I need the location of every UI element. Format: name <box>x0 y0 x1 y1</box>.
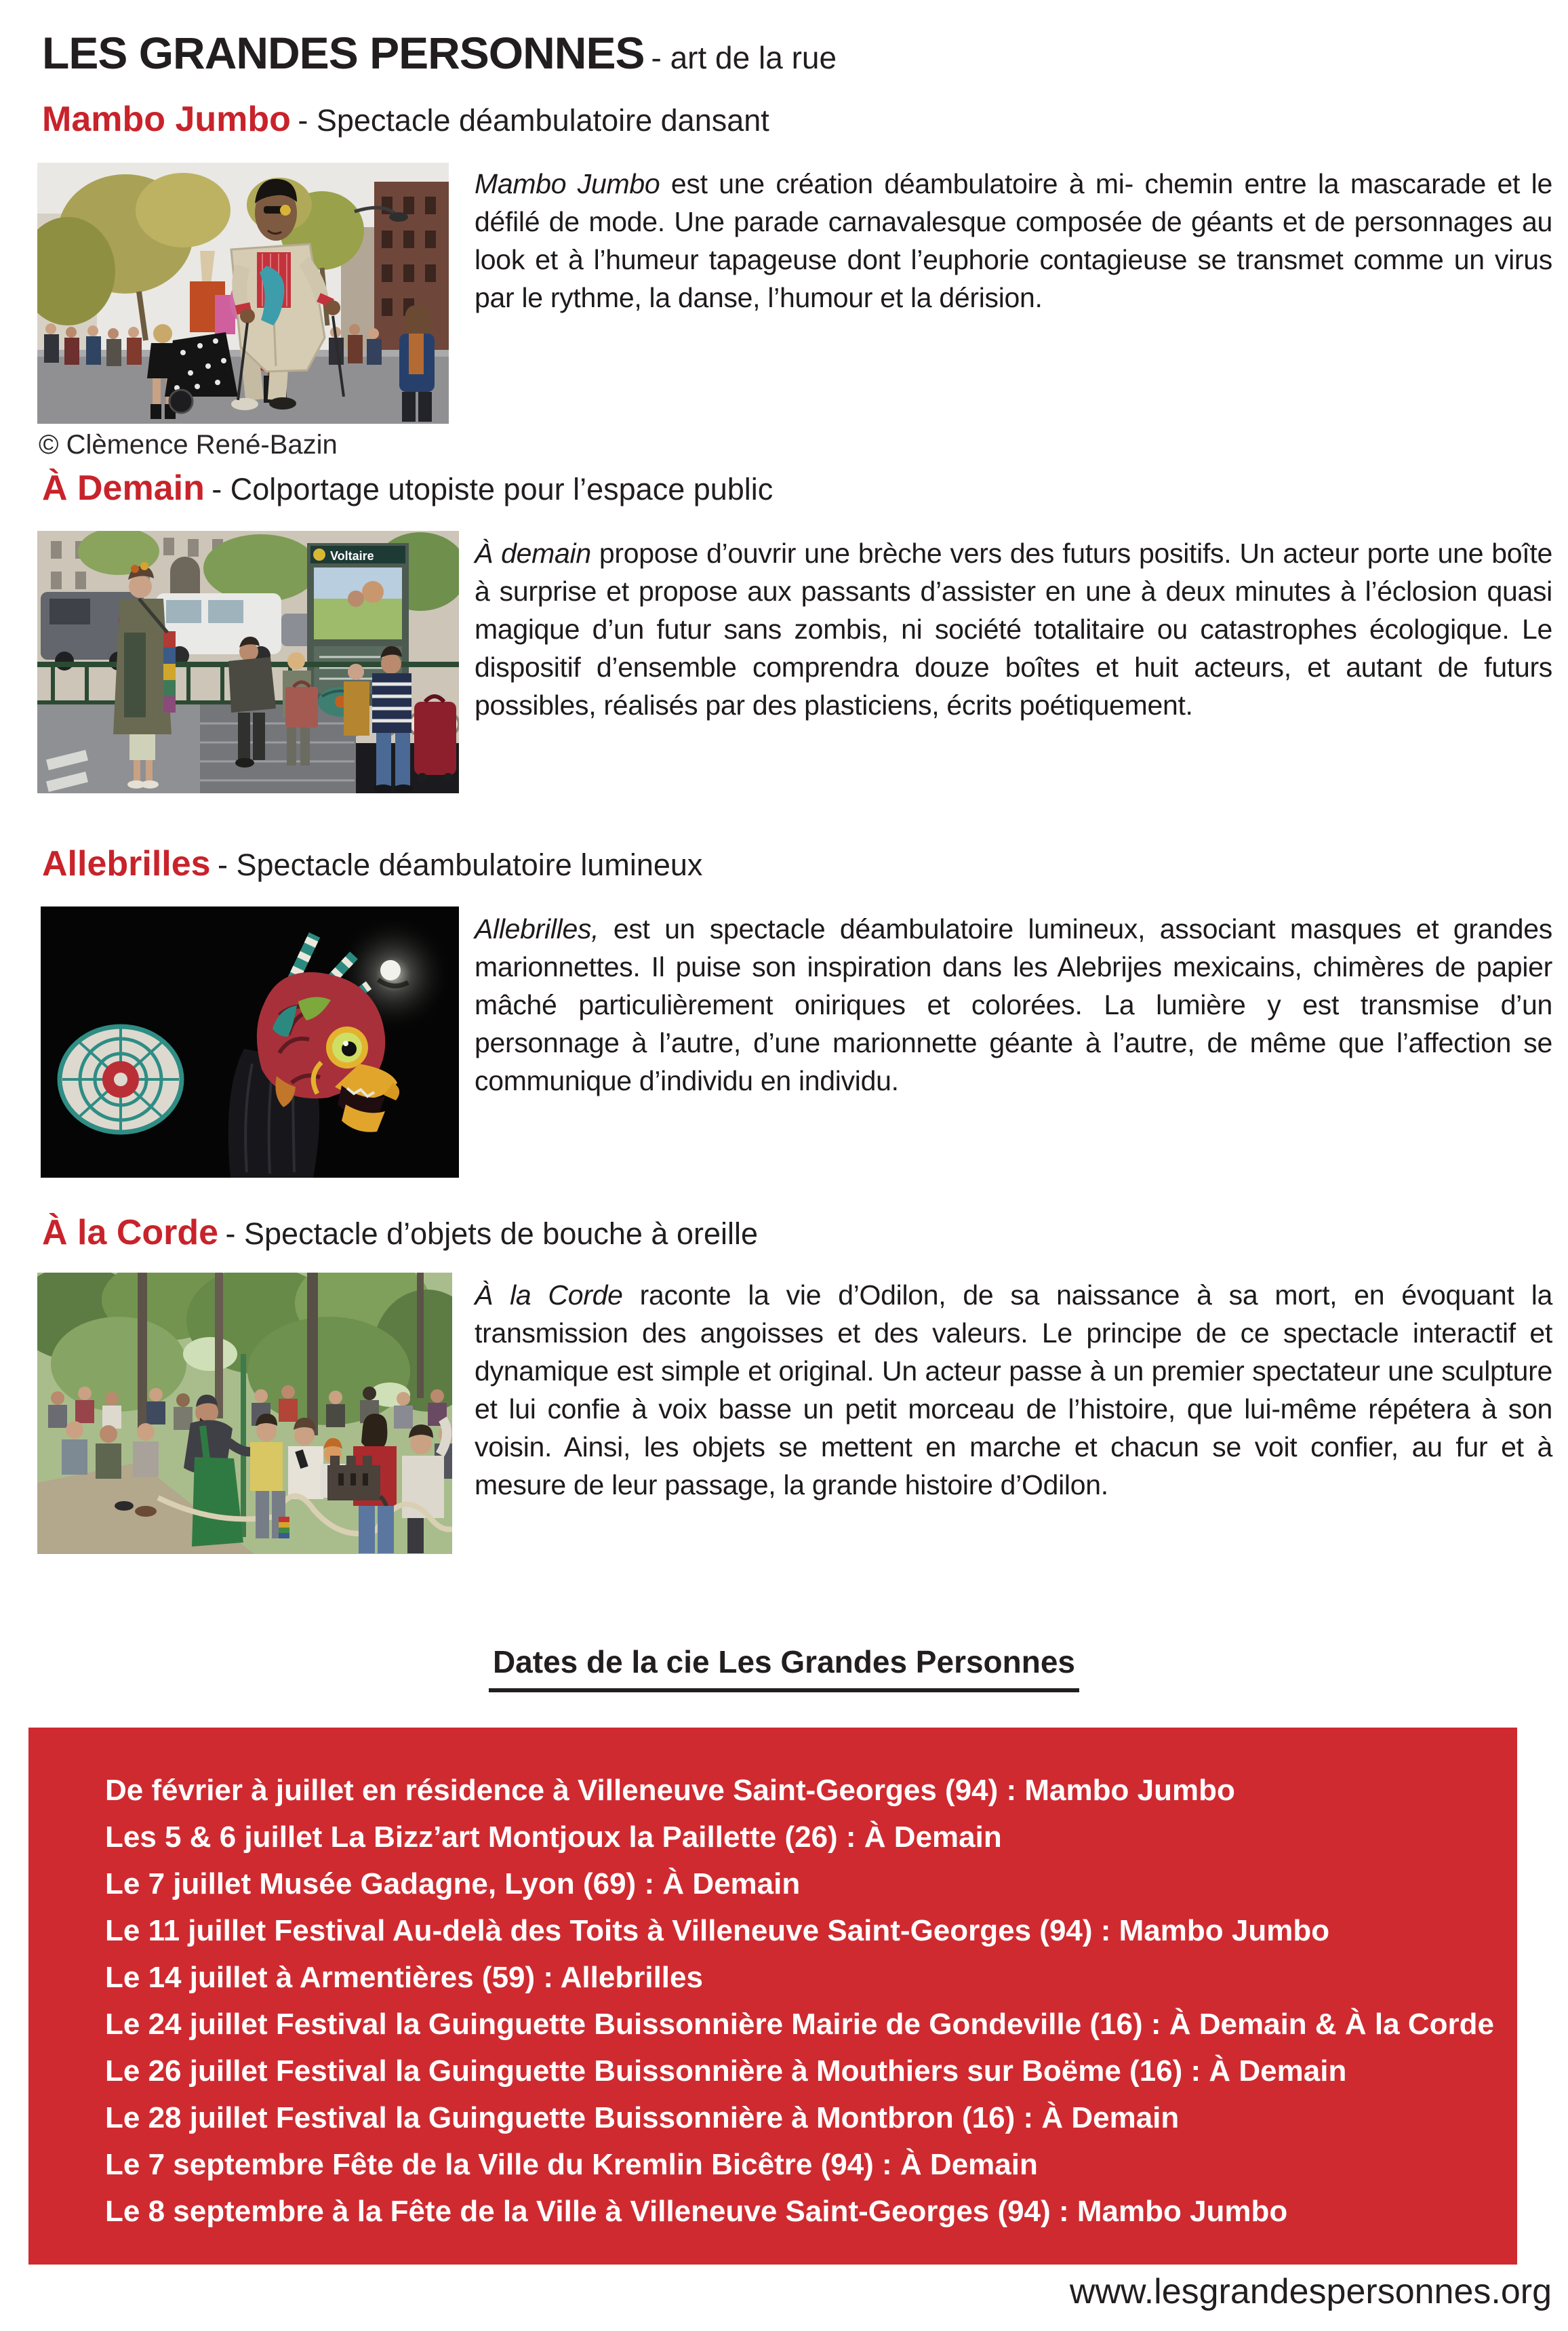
date-line: Le 24 juillet Festival la Guinguette Buissonnière Mairie de Gondeville (16) : À Demain & À la Corde <box>105 2008 1494 2041</box>
section-subtitle: - Colportage utopiste pour l’espace public <box>212 472 773 506</box>
paragraph-lead: À demain <box>475 538 591 569</box>
date-line: Le 7 juillet Musée Gadagne, Lyon (69) : À Demain <box>105 1867 801 1900</box>
dates-heading-text: Dates de la cie Les Grandes Personnes <box>489 1643 1079 1692</box>
page-title-suffix: - art de la rue <box>651 40 837 75</box>
section-title: À la Corde <box>42 1213 219 1252</box>
a-la-corde-photo <box>37 1273 452 1554</box>
a-la-corde-paragraph <box>475 1276 1552 1504</box>
page-title-main: LES GRANDES PERSONNES <box>42 28 645 78</box>
date-line: Le 14 juillet à Armentières (59) : Allebrilles <box>105 1961 703 1994</box>
date-line: Les 5 & 6 juillet La Bizz’art Montjoux la Paillette (26) : À Demain <box>105 1820 1002 1854</box>
paragraph-body: propose d’ouvrir une brèche vers des futurs positifs. Un acteur porte une boîte à surprise et propose aux passants d’assister en une à deux minutes à l’éclosion quasi magique d’un futur sans zombis, ni société totalitaire ou catastrophes écologique. Le dispositif d’ensemble comprendra douze boîtes et huit acteurs, et autant de futurs possibles, réalisés par des plasticiens, écrits poétiquement. <box>475 538 1552 721</box>
dates-heading <box>0 1643 1568 1692</box>
paragraph-body: raconte la vie d’Odilon, de sa naissance à sa mort, en évoquant la transmission des angoisses et des valeurs. Le principe de ce spectacle interactif et dynamique est simple et original. Un acteur passe à un premier spectateur une sculpture et lui confie à voix basse un petit morceau de l’histoire, que lui-même répétera à son voisin. Ainsi, les objets se mettent en marche et chacun se voit confier, au fur et à mesure de leur passage, la grande histoire d’Odilon. <box>475 1279 1552 1500</box>
dates-box <box>28 1728 1517 2265</box>
mambo-jumbo-paragraph <box>475 165 1552 317</box>
photo-credit: © Clèmence René-Bazin <box>39 430 338 460</box>
section-title: À Demain <box>42 469 205 508</box>
date-line: Le 11 juillet Festival Au-delà des Toits à Villeneuve Saint-Georges (94) : Mambo Jumbo <box>105 1914 1330 1947</box>
section-subtitle: - Spectacle déambulatoire dansant <box>298 103 769 138</box>
section-heading-a-demain <box>42 471 773 506</box>
section-heading-mambo-jumbo <box>42 102 769 137</box>
date-line: Le 8 septembre à la Fête de la Ville à Villeneuve Saint-Georges (94) : Mambo Jumbo <box>105 2195 1288 2228</box>
page-title <box>42 27 837 79</box>
website-url: www.lesgrandespersonnes.org <box>1069 2272 1552 2311</box>
a-demain-photo <box>37 531 459 793</box>
date-line: Le 7 septembre Fête de la Ville du Kremlin Bicêtre (94) : À Demain <box>105 2148 1038 2181</box>
section-title: Allebrilles <box>42 844 211 883</box>
paragraph-body: est une création déambulatoire à mi- chemin entre la mascarade et le défilé de mode. Une parade carnavalesque composée de géants et de personnages au look et à l’humeur tapageuse dont l’euphorie contagieuse se transmet comme un virus par le rythme, la danse, l’humour et la dérision. <box>475 168 1552 313</box>
paragraph-body: est un spectacle déambulatoire lumineux, associant masques et grandes marionnettes. Il puise son inspiration dans les Alebrijes mexicains, chimères de papier mâché particulièrement oniriques et colorées. La lumière y est transmise d’un personnage à l’autre, d’une marionnette géante à l’autre, de même que l’affection se communique d’individu en individu. <box>475 913 1552 1096</box>
date-line: Le 26 juillet Festival la Guinguette Buissonnière à Mouthiers sur Boëme (16) : À Demain <box>105 2054 1347 2088</box>
allebrilles-paragraph <box>475 910 1552 1100</box>
date-line: Le 28 juillet Festival la Guinguette Buissonnière à Montbron (16) : À Demain <box>105 2101 1180 2134</box>
section-subtitle: - Spectacle déambulatoire lumineux <box>218 848 703 882</box>
paragraph-lead: Mambo Jumbo <box>475 168 660 199</box>
section-heading-allebrilles <box>42 846 702 881</box>
dates-list <box>28 1728 1517 2235</box>
a-demain-paragraph <box>475 534 1552 724</box>
allebrilles-photo <box>41 906 459 1178</box>
mambo-jumbo-photo <box>37 163 449 424</box>
paragraph-lead: Allebrilles, <box>475 913 599 944</box>
section-subtitle: - Spectacle d’objets de bouche à oreille <box>225 1216 759 1251</box>
date-line: De février à juillet en résidence à Villeneuve Saint-Georges (94) : Mambo Jumbo <box>105 1774 1235 1807</box>
section-heading-a-la-corde <box>42 1215 758 1250</box>
paragraph-lead: À la Corde <box>475 1279 623 1311</box>
section-title: Mambo Jumbo <box>42 100 291 139</box>
metro-sign-label: Voltaire <box>330 549 374 563</box>
